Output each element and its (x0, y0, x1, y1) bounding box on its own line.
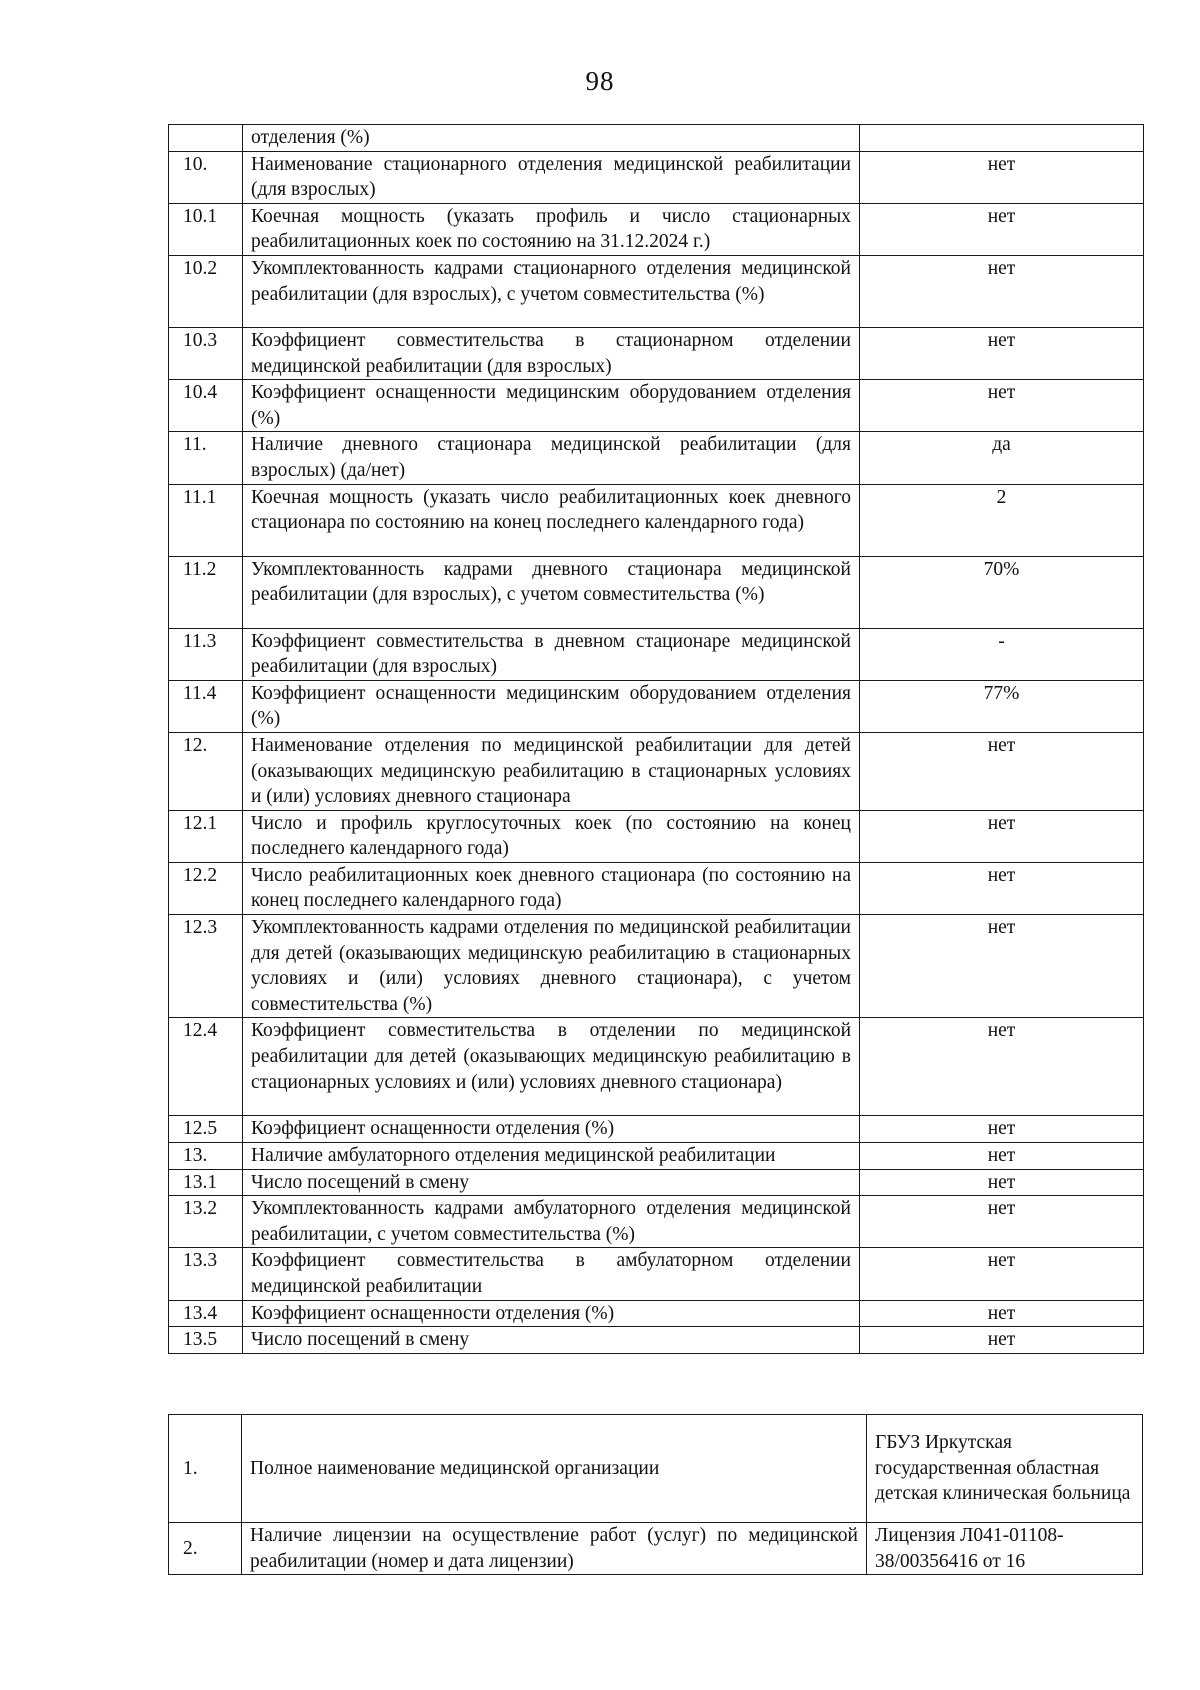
table-row (169, 1169, 1144, 1196)
row-number: 10. (169, 151, 243, 203)
organization-info-table (168, 1414, 1143, 1575)
row-number: 2. (169, 1523, 242, 1575)
table-row (169, 327, 1144, 379)
row-description: Число посещений в смену (243, 1169, 860, 1196)
row-number: 13.1 (169, 1169, 243, 1196)
row-description: отделения (%) (243, 125, 860, 152)
row-description: Число посещений в смену (243, 1327, 860, 1354)
table-row (169, 1018, 1144, 1116)
table-row (169, 432, 1144, 484)
row-number: 12.1 (169, 810, 243, 862)
row-description: Коэффициент оснащенности медицинским оборудованием отделения (%) (243, 680, 860, 732)
row-description: Полное наименование медицинской организации (242, 1415, 867, 1523)
table-row (169, 1116, 1144, 1143)
row-number: 10.1 (169, 203, 243, 255)
row-number: 13.4 (169, 1300, 243, 1327)
table-row (169, 1143, 1144, 1170)
row-value: нет (860, 1248, 1144, 1300)
row-description: Число реабилитационных коек дневного стационара (по состоянию на конец последнего календарного года) (243, 862, 860, 914)
row-description: Наличие лицензии на осуществление работ (услуг) по медицинской реабилитации (номер и дата лицензии) (242, 1523, 867, 1575)
row-value: нет (860, 1300, 1144, 1327)
table-row (169, 628, 1144, 680)
rehab-indicators-table (168, 124, 1144, 1354)
row-description: Коэффициент оснащенности отделения (%) (243, 1300, 860, 1327)
row-number: 10.3 (169, 327, 243, 379)
row-description: Число и профиль круглосуточных коек (по состоянию на конец последнего календарного года) (243, 810, 860, 862)
table-row (169, 1300, 1144, 1327)
row-description: Коечная мощность (указать профиль и число стационарных реабилитационных коек по состоянию на 31.12.2024 г.) (243, 203, 860, 255)
row-number: 12.5 (169, 1116, 243, 1143)
row-description: Наличие дневного стационара медицинской реабилитации (для взрослых) (да/нет) (243, 432, 860, 484)
row-value: ГБУЗ Иркутская государственная областная детская клиническая больница (867, 1415, 1143, 1523)
row-description: Коэффициент совместительства в стационарном отделении медицинской реабилитации (для взрослых) (243, 327, 860, 379)
row-number: 13.5 (169, 1327, 243, 1354)
table-row (169, 680, 1144, 732)
row-number: 12.3 (169, 915, 243, 1018)
row-description: Коэффициент совместительства в дневном стационаре медицинской реабилитации (для взрослых) (243, 628, 860, 680)
table-row (169, 255, 1144, 327)
row-description: Коэффициент совместительства в отделении по медицинской реабилитации для детей (оказывающих медицинскую реабилитацию в стационарных условиях и (или) условиях дневного стационара) (243, 1018, 860, 1116)
table-row (169, 915, 1144, 1018)
row-value: нет (860, 915, 1144, 1018)
row-value: нет (860, 255, 1144, 327)
row-value: нет (860, 203, 1144, 255)
row-description: Наименование стационарного отделения медицинской реабилитации (для взрослых) (243, 151, 860, 203)
row-value: нет (860, 1169, 1144, 1196)
row-number: 11. (169, 432, 243, 484)
row-number: 12.4 (169, 1018, 243, 1116)
table-row (169, 380, 1144, 432)
row-value: - (860, 628, 1144, 680)
table-row (169, 1415, 1143, 1523)
row-value: нет (860, 810, 1144, 862)
row-value: нет (860, 1327, 1144, 1354)
row-description: Наличие амбулаторного отделения медицинской реабилитации (243, 1143, 860, 1170)
row-number (169, 125, 243, 152)
table-row (169, 862, 1144, 914)
row-description: Коэффициент совместительства в амбулаторном отделении медицинской реабилитации (243, 1248, 860, 1300)
table-row (169, 1196, 1144, 1248)
table-row (169, 151, 1144, 203)
row-value: нет (860, 380, 1144, 432)
table-row (169, 732, 1144, 810)
row-number: 13.3 (169, 1248, 243, 1300)
page-number: 98 (585, 66, 615, 96)
row-value: нет (860, 862, 1144, 914)
row-value: 77% (860, 680, 1144, 732)
row-value: нет (860, 1196, 1144, 1248)
table-row (169, 1327, 1144, 1354)
row-number: 11.4 (169, 680, 243, 732)
row-value: нет (860, 151, 1144, 203)
row-value: да (860, 432, 1144, 484)
row-description: Наименование отделения по медицинской реабилитации для детей (оказывающих медицинскую реабилитацию в стационарных условиях и (или) условиях дневного стационара (243, 732, 860, 810)
table-row (169, 484, 1144, 556)
row-value: нет (860, 1018, 1144, 1116)
row-number: 1. (169, 1415, 242, 1523)
row-value (860, 125, 1144, 152)
row-description: Коэффициент оснащенности отделения (%) (243, 1116, 860, 1143)
row-number: 11.2 (169, 556, 243, 628)
row-value: 70% (860, 556, 1144, 628)
row-value: нет (860, 1143, 1144, 1170)
row-number: 12. (169, 732, 243, 810)
row-value: нет (860, 1116, 1144, 1143)
row-number: 12.2 (169, 862, 243, 914)
row-description: Коечная мощность (указать число реабилитационных коек дневного стационара по состоянию на конец последнего календарного года) (243, 484, 860, 556)
row-number: 11.1 (169, 484, 243, 556)
table-row (169, 1523, 1143, 1575)
row-description: Укомплектованность кадрами отделения по медицинской реабилитации для детей (оказывающих медицинскую реабилитацию в стационарных условиях и (или) условиях дневного стационара), с учетом совместительства (%) (243, 915, 860, 1018)
row-value: нет (860, 732, 1144, 810)
table-row (169, 810, 1144, 862)
row-description: Укомплектованность кадрами амбулаторного отделения медицинской реабилитации, с учетом совместительства (%) (243, 1196, 860, 1248)
table-row (169, 1248, 1144, 1300)
row-number: 10.4 (169, 380, 243, 432)
table-row (169, 556, 1144, 628)
row-number: 13. (169, 1143, 243, 1170)
table-row (169, 203, 1144, 255)
row-value: 2 (860, 484, 1144, 556)
row-description: Укомплектованность кадрами дневного стационара медицинской реабилитации (для взрослых), с учетом совместительства (%) (243, 556, 860, 628)
row-number: 11.3 (169, 628, 243, 680)
row-description: Коэффициент оснащенности медицинским оборудованием отделения (%) (243, 380, 860, 432)
table-row (169, 125, 1144, 152)
row-description: Укомплектованность кадрами стационарного отделения медицинской реабилитации (для взрослых), с учетом совместительства (%) (243, 255, 860, 327)
row-value: нет (860, 327, 1144, 379)
row-number: 10.2 (169, 255, 243, 327)
row-value: Лицензия Л041-01108-38/00356416 от 16 (867, 1523, 1143, 1575)
row-number: 13.2 (169, 1196, 243, 1248)
